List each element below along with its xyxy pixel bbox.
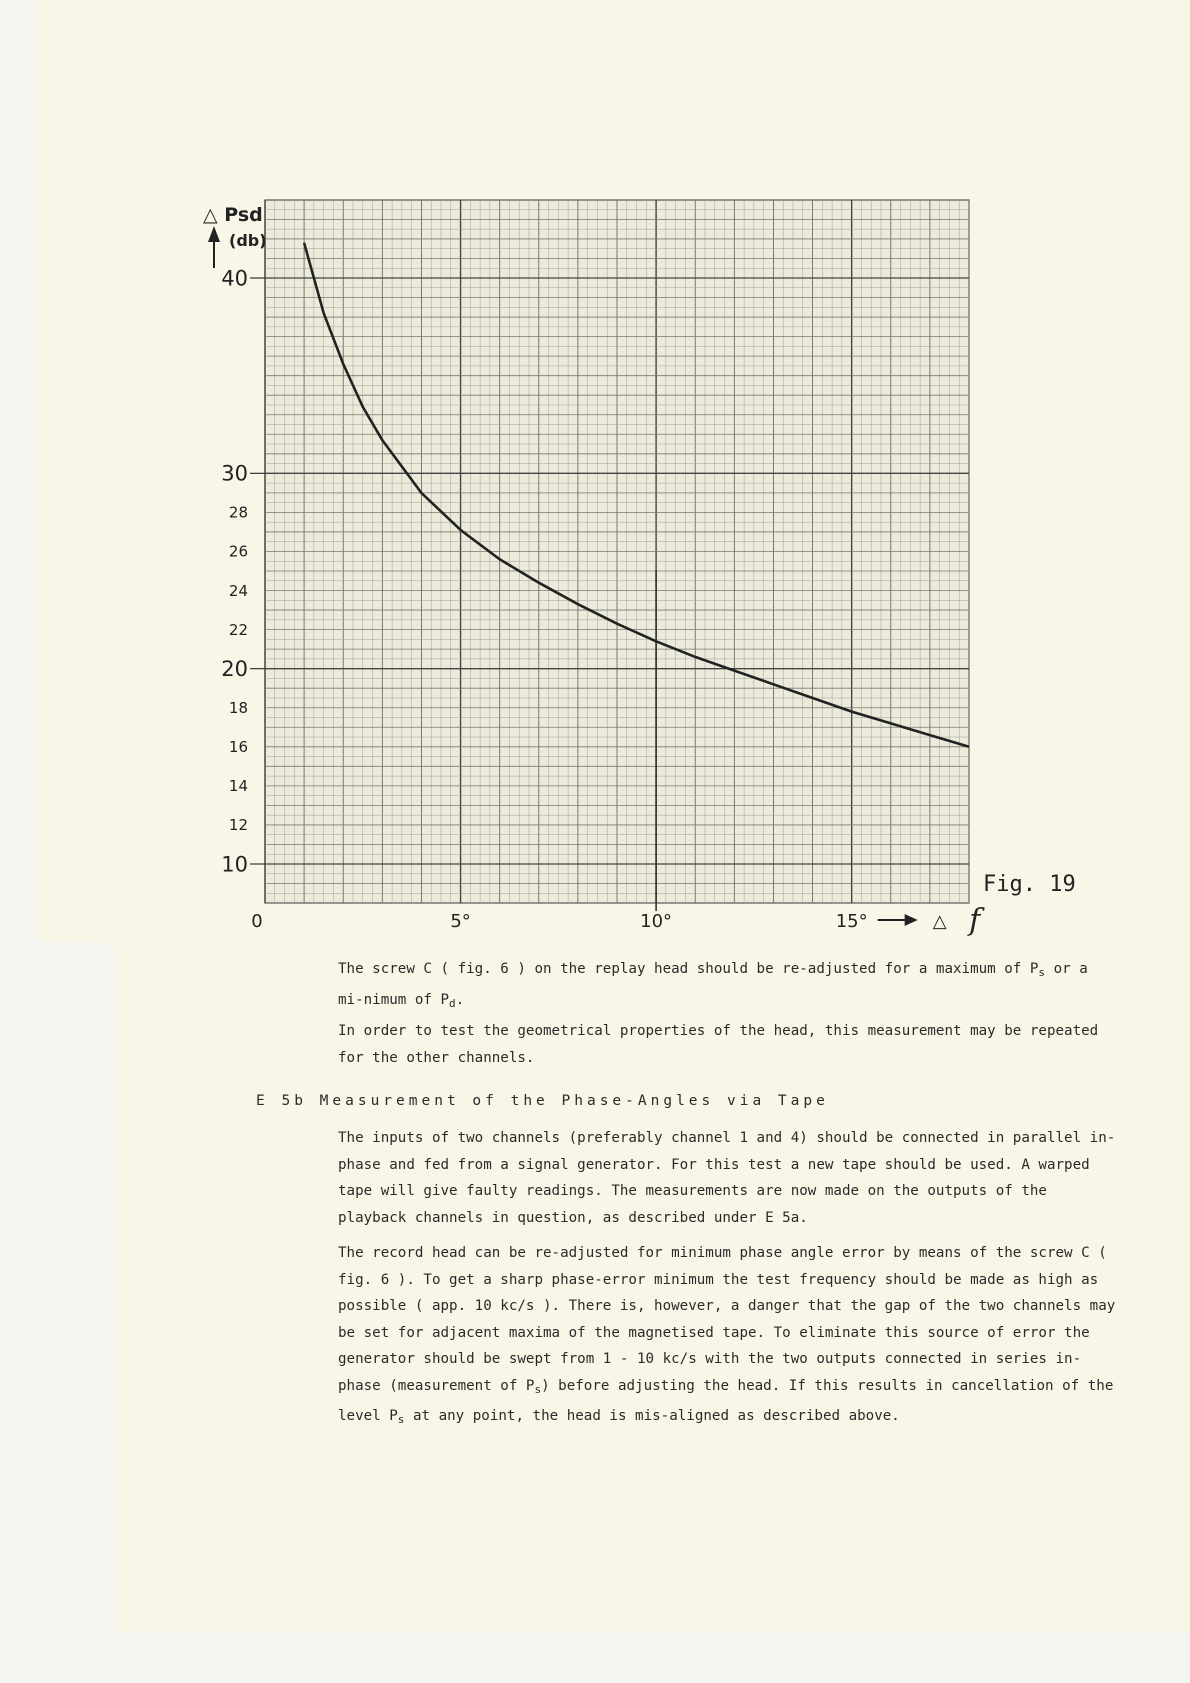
page-edge-cutout [0, 942, 116, 1683]
x-tick-label: 15° [835, 911, 868, 932]
y-tick-label: 20 [221, 657, 248, 682]
paragraph-screw-adjust: The screw C ( fig. 6 ) on the replay head should be re-adjusted for a maximum of $P_s$ or a mi-nimum of $P_d$. [338, 961, 1088, 1010]
section-heading-e5b: E 5b Measurement of the Phase-Angles via Tape [256, 1093, 829, 1109]
y-tick-label: 14 [228, 777, 248, 796]
x-axis-symbol: f [969, 903, 981, 938]
figure-label: Fig. 19 [983, 872, 1076, 897]
y-tick-label: 26 [228, 542, 248, 561]
y-tick-label: 24 [228, 581, 248, 600]
paragraph-inputs: The inputs of two channels (preferably channel 1 and 4) should be connected in parallel in-phase and fed from a signal generator. For this test a new tape should be used. A warped tape will give faulty readings. The measurements are now made on the outputs of the playback channels in question, as described under E 5a. [338, 1130, 1116, 1226]
y-tick-label: 22 [228, 620, 248, 639]
y-tick-label: 40 [221, 266, 248, 291]
y-tick-label: 12 [228, 816, 248, 835]
x-tick-label: 10° [640, 911, 673, 932]
y-tick-label: 10 [221, 852, 248, 877]
x-axis-label: △ [932, 911, 947, 932]
y-axis-label: △ Psd [203, 204, 263, 226]
x-axis-arrowhead [905, 914, 918, 926]
y-tick-label: 30 [221, 461, 248, 486]
paragraph-geometrical-test: In order to test the geometrical properties of the head, this measurement may be repeated for the other channels. [338, 1023, 1099, 1066]
chart-grid [265, 200, 969, 911]
paragraph-record-head: The record head can be re-adjusted for minimum phase angle error by means of the screw C ( fig. 6 ). To get a sharp phase-error minimum the test frequency should be made as high as possible ( app. 10 kc/s ). There is, however, a danger that the gap of the two channels may be set for adjacent maxima of the magnetised tape. To eliminate this source of error the generator should be swept from 1 - 10 kc/s with the two outputs connected in series in-phase (measurement of $P_s$) before adjusting the head. If this results in cancellation of the level $P_s$ at any point, the head is mis-aligned as described above. [338, 1245, 1116, 1426]
y-tick-label: 18 [228, 698, 248, 717]
y-tick-label: 28 [228, 503, 248, 522]
y-tick-label: 16 [228, 738, 248, 757]
x-tick-label: 0 [251, 911, 263, 932]
x-tick-label: 5° [450, 911, 471, 932]
y-axis-arrowhead [208, 226, 220, 242]
y-axis-unit: (db) [229, 231, 267, 250]
